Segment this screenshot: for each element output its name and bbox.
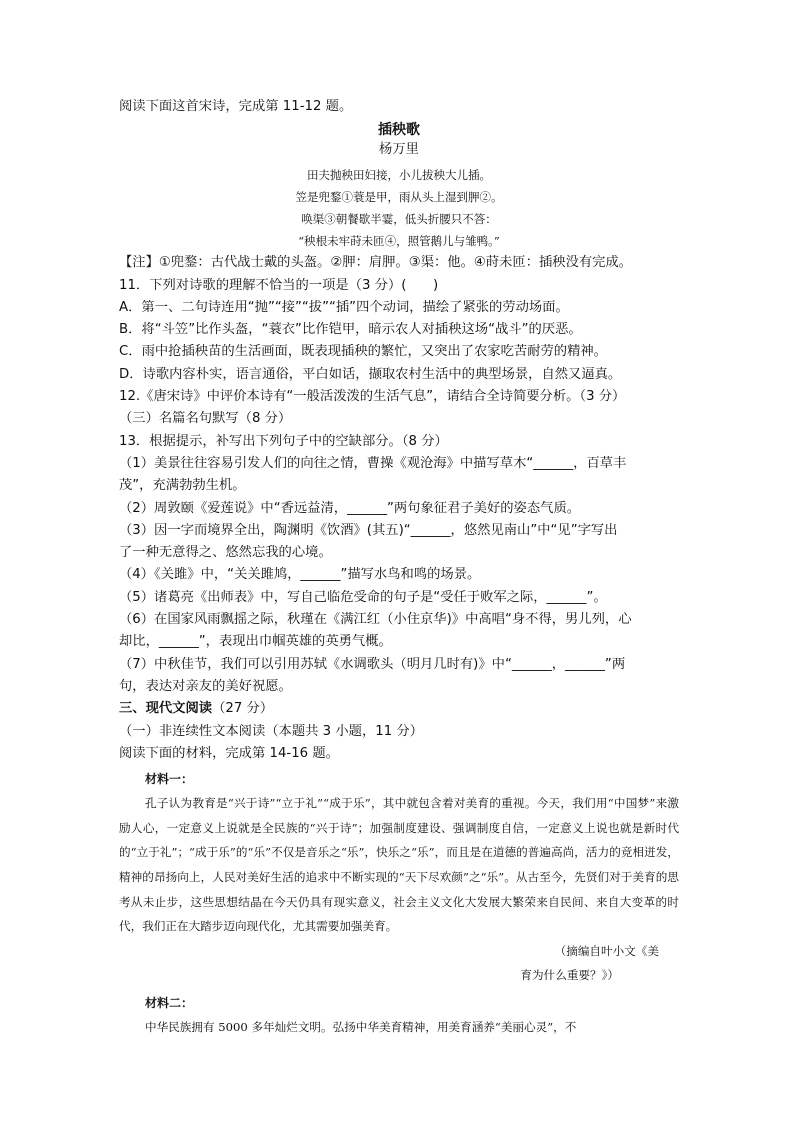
question-12: 12.《唐宋诗》中评价本诗有“一般活泼泼的生活气息”，请结合全诗简要分析。（3 分） [119,389,626,405]
poem-line: 田夫抛秧田妇接，小儿拔秧大儿插。 [307,168,491,183]
question-11-option-d: D．诗歌内容朴实，语言通俗，平白如话，撷取农村生活中的典型场景，自然又逼真。 [119,366,622,382]
intro-text-2: 阅读下面的材料，完成第 14-16 题。 [119,745,339,761]
question-13-item: 了一种无意得之、悠然忘我的心境。 [119,545,332,561]
question-11-option-c: C．雨中抢插秧苗的生活画面，既表现插秧的繁忙，又突出了农家吃苦耐劳的精神。 [119,344,607,360]
poem-line: 笠是兜鍪①蓑是甲，雨从头上湿到胛②。 [295,190,503,205]
question-13-item: 句，表达对亲友的美好祝愿。 [119,678,292,694]
question-13-item: （4）《关雎》中，“关关雎鸠，______”描写水鸟和鸣的场景。 [119,567,481,583]
question-11-stem: 11．下列对诗歌的理解不恰当的一项是（3 分）( ) [119,277,439,293]
poem-line: “秧根未牢莳未匝④，照管鹅儿与雏鸭。” [298,234,500,249]
intro-text: 阅读下面这首宋诗，完成第 11-12 题。 [119,99,353,114]
question-13-item: （6）在国家风雨飘摇之际，秋瑾在《满江红（小住京华)》中高唱“身不得，男儿列，心 [119,612,632,628]
material-1-source: （摘编自叶小文《美 [554,943,659,958]
question-13-item: （7）中秋佳节，我们可以引用苏轼《水调歌头（明月几时有)》中“______，______”两 [119,656,626,672]
part-3-heading [119,698,679,720]
question-13-item: 茂”，充满勃勃生机。 [119,478,246,494]
material-1-text: 孔子认为教育是“兴于诗”“立于礼”“成于乐”，其中就包含着对美育的重视。今天，我们用“中国梦”来激励人心，一定意义上说就是全民族的“兴于诗”；加强制度建设、强调制度自信，一定意义上说也就是新时代的“立于礼”；“成于乐”的“乐”不仅是音乐之“乐”，快乐之“乐”，而且是在道德的普遍高尚，活力的竞相迸发，精神的昂扬向上，人民对美好生活的追求中不断实现的“天下尽欢颜”之“乐”。从古至今，先贤们对于美育的思考从未止步，这些思想结晶在今天仍具有现实意义，社会主义文化大发展大繁荣来自民间、来自大变革的时代，我们正在大踏步迈向现代化，尤其需要加强美育。 [119,796,679,934]
question-13-item: （5）诸葛亮《出师表》中，写自己临危受命的句子是“受任于败军之际，______”。 [119,589,607,605]
poem-title: 插秧歌 [378,122,420,139]
question-11-option-a: A．第一、二句诗连用“抛”“接”“拔”“插”四个动词，描绘了紧张的劳动场面。 [119,299,569,315]
question-13-item: （3）因一字而境界全出，陶渊明《饮酒》(其五)“______，悠然见南山”中“见”字写出 [119,522,618,538]
question-13-item: （2）周敦颐《爱莲说》中“香远益清，______”两句象征君子美好的姿态气质。 [119,500,581,516]
poem-author: 杨万里 [379,142,419,158]
section-heading: （三）名篇名句默写（8 分） [119,411,292,427]
part-3-title: 三、现代文阅读 [119,701,213,717]
poem-line: 唤渠③朝餐歇半霎，低头折腰只不答： [301,212,497,227]
question-13-item: 却比，______”，表现出巾帼英雄的英勇气概。 [119,634,392,650]
material-2-text: 中华民族拥有 5000 多年灿烂文明。弘扬中华美育精神，用美育涵养“美丽心灵”，不 [145,1019,577,1034]
question-13-item: （1）美景往往容易引发人们的向往之情，曹操《观沧海》中描写草木“______，百草丰 [119,455,627,471]
material-1-source: 育为什么重要？》） [520,967,619,982]
exam-page [119,96,679,1039]
question-13-stem: 13．根据提示，补写出下列句子中的空缺部分。（8 分） [119,433,448,449]
material-2-title: 材料二： [145,995,194,1010]
material-1-title: 材料一： [145,772,194,787]
poem-note: 【注】①兜鍪：古代战士戴的头盔。②胛：肩胛。③渠：他。④莳未匝：插秧没有完成。 [119,255,633,271]
part-3-score: （27 分） [212,701,274,717]
question-11-option-b: B．将“斗笠”比作头盔，“蓑衣”比作铠甲，暗示农人对插秧这场“战斗”的厌恶。 [119,322,582,338]
subsection-heading: （一）非连续性文本阅读（本题共 3 小题，11 分） [119,723,423,739]
